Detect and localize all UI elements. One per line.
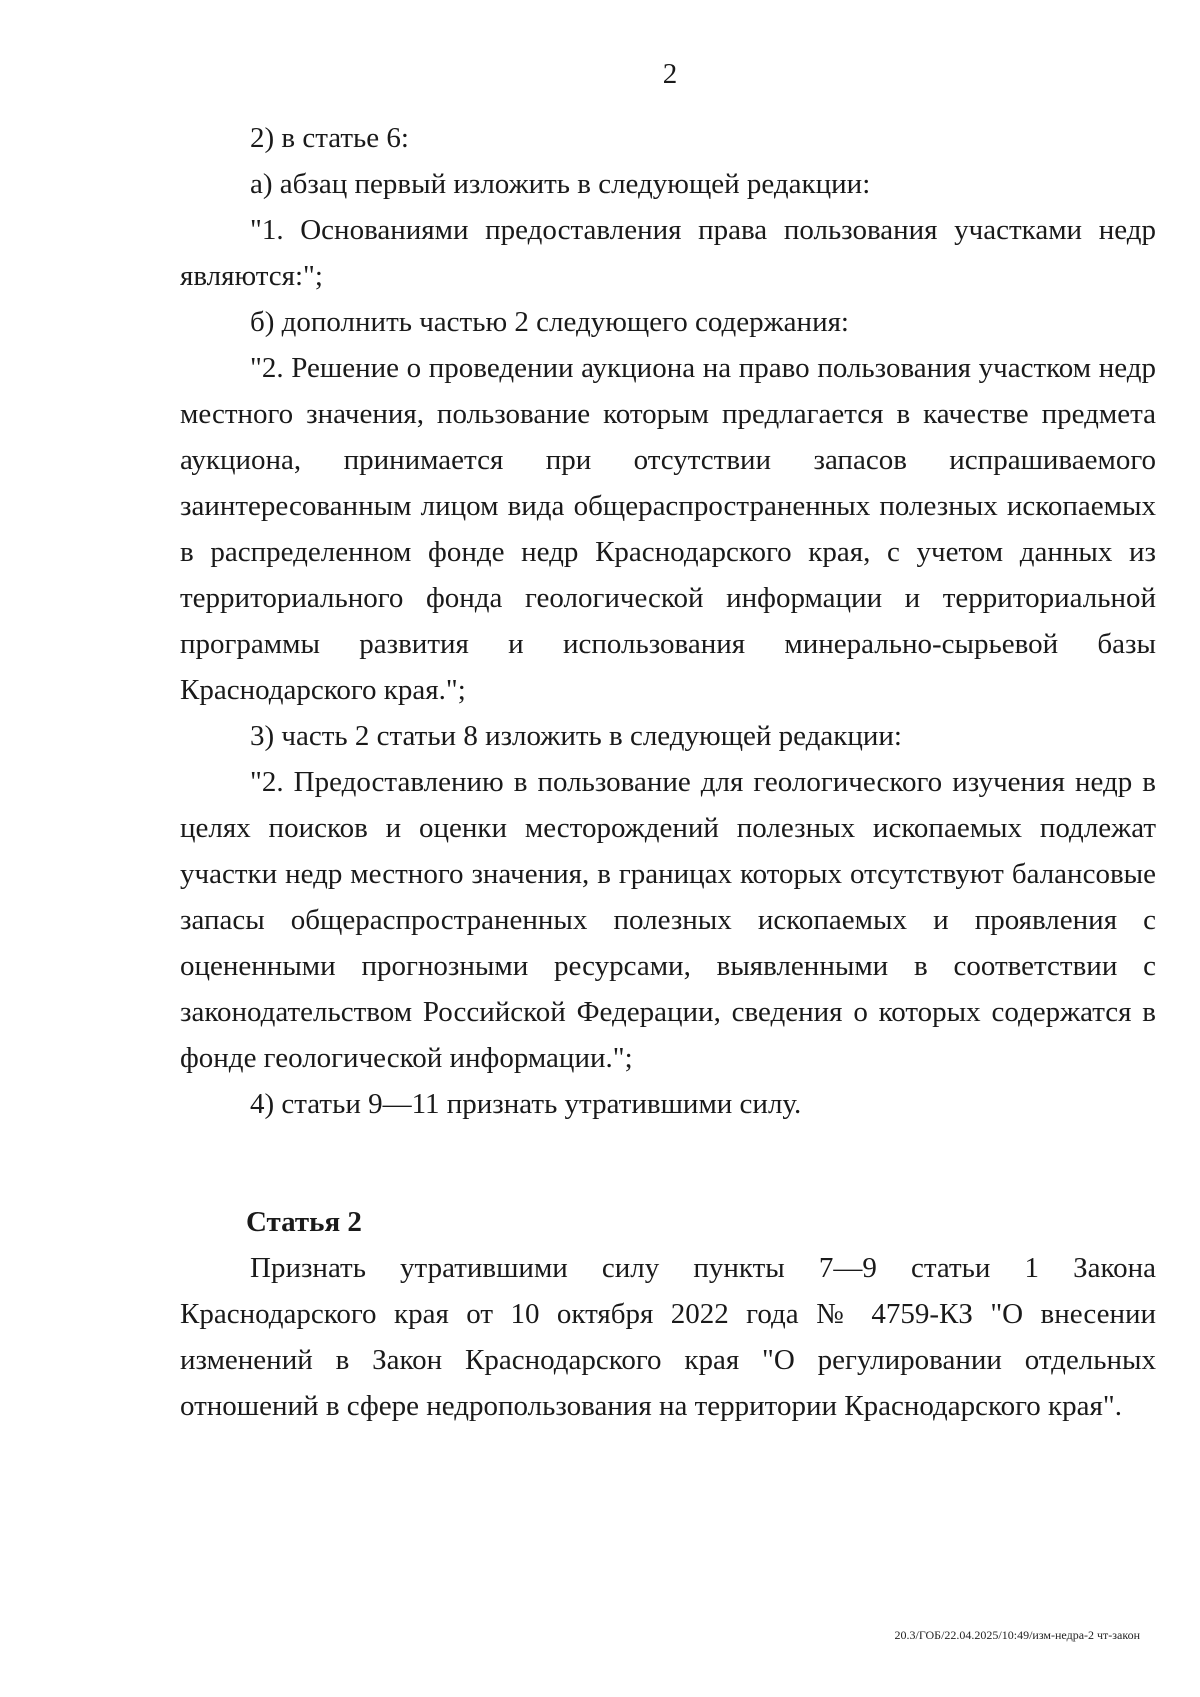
article-2-text: Признать утратившими силу пункты 7—9 статьи 1 Закона Краснодарского края от 10 октября 2022 года № 4759-КЗ "О внесении изменений в Закон Краснодарского края "О регулировании отдельных отношений в сфере недропользования на территории Краснодарского края". bbox=[180, 1252, 1156, 1422]
paragraph-quote-2: "2. Решение о проведении аукциона на право пользования участком недр местного значения, пользование которым предлагается в качестве предмета аукциона, принимается при отсутствии запасов испрашиваемого заинтересованным лицом вида общераспространенных полезных ископаемых в распределенном фонде недр Краснодарского края, с учетом данных из территориального фонда геологической информации и территориальной программы развития и использования минерально-сырьевой базы Краснодарского края."; bbox=[180, 352, 1156, 706]
article-2-heading: Статья 2 bbox=[246, 1206, 362, 1238]
paragraph-subpoint-b: б) дополнить частью 2 следующего содержания: bbox=[250, 306, 849, 338]
document-footer-code: 20.3/ГОБ/22.04.2025/10:49/изм-недра-2 чт-закон bbox=[894, 1628, 1140, 1642]
paragraph-article8: 3) часть 2 статьи 8 изложить в следующей редакции: bbox=[250, 720, 902, 752]
paragraph-articles-9-11: 4) статьи 9—11 признать утратившими силу. bbox=[250, 1088, 802, 1120]
paragraph-article6-intro: 2) в статье 6: bbox=[250, 122, 409, 154]
paragraph-quote-1: "1. Основаниями предоставления права пользования участками недр являются:"; bbox=[180, 214, 1156, 292]
paragraph-quote-3: "2. Предоставлению в пользование для геологического изучения недр в целях поисков и оценки месторождений полезных ископаемых подлежат участки недр местного значения, в границах которых отсутствуют балансовые запасы общераспространенных полезных ископаемых и проявления с оцененными прогнозными ресурсами, выявленными в соответствии с законодательством Российской Федерации, сведения о которых содержатся в фонде геологической информации."; bbox=[180, 766, 1156, 1074]
document-body bbox=[180, 115, 1156, 1429]
paragraph-subpoint-a: а) абзац первый изложить в следующей редакции: bbox=[250, 168, 871, 200]
page-number: 2 bbox=[662, 58, 678, 90]
